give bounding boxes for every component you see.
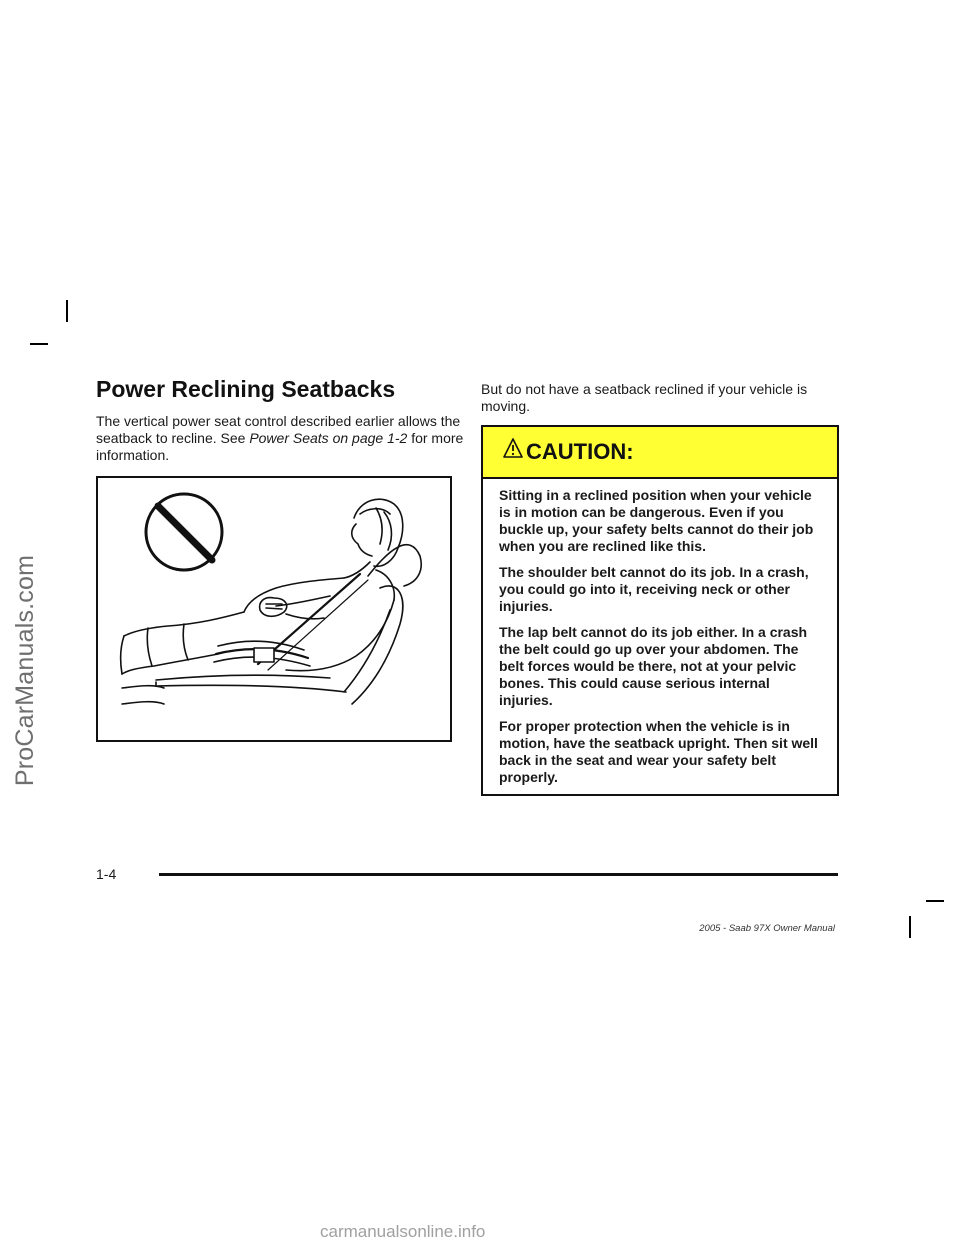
caution-header xyxy=(483,427,837,479)
recline-warning-text: But do not have a seatback reclined if your vehicle is moving. xyxy=(481,381,808,414)
reclined-occupant-illustration xyxy=(98,478,450,740)
reclined-occupant-figure xyxy=(96,476,452,742)
caution-paragraph: For proper protection when the vehicle is in motion, have the seatback upright. Then sit well back in the seat and wear your safety belt properly. xyxy=(499,718,818,785)
section-title: Power Reclining Seatbacks xyxy=(96,376,396,402)
side-watermark-text: ProCarManuals.com xyxy=(11,554,40,786)
caution-triangle-icon xyxy=(503,437,523,459)
intro-text: The vertical power seat control described earlier allows the seatback to recline. See xyxy=(96,413,461,446)
crop-mark xyxy=(909,916,911,938)
bottom-watermark: carmanualsonline.info xyxy=(320,1222,486,1241)
no-recline-prohibition-icon xyxy=(146,494,222,570)
section-intro xyxy=(96,413,466,464)
caution-paragraph: The lap belt cannot do its job either. In a crash the belt could go up over your abdomen. The belt forces would be there, not at your pelvic bones. This could cause serious internal injuries. xyxy=(499,624,808,708)
side-watermark xyxy=(6,470,46,870)
manual-title: 2005 - Saab 97X Owner Manual xyxy=(699,923,835,934)
caution-paragraph: Sitting in a reclined position when your vehicle is in motion can be dangerous. Even if you buckle up, your safety belts cannot do their job when you are reclined like this. xyxy=(499,487,814,554)
crop-mark xyxy=(30,343,48,345)
crop-mark xyxy=(926,900,944,902)
page-number: 1-4 xyxy=(96,866,117,882)
intro-text-end: for more information. xyxy=(96,430,464,463)
cross-reference-link[interactable]: Power Seats on page 1-2 xyxy=(249,430,408,446)
caution-label: CAUTION: xyxy=(526,439,634,464)
crop-mark xyxy=(66,300,68,322)
caution-paragraph: The shoulder belt cannot do its job. In a crash, you could go into it, receiving neck or other injuries. xyxy=(499,564,809,614)
caution-box xyxy=(481,425,839,796)
footer-divider xyxy=(159,873,838,876)
caution-body xyxy=(483,479,837,786)
